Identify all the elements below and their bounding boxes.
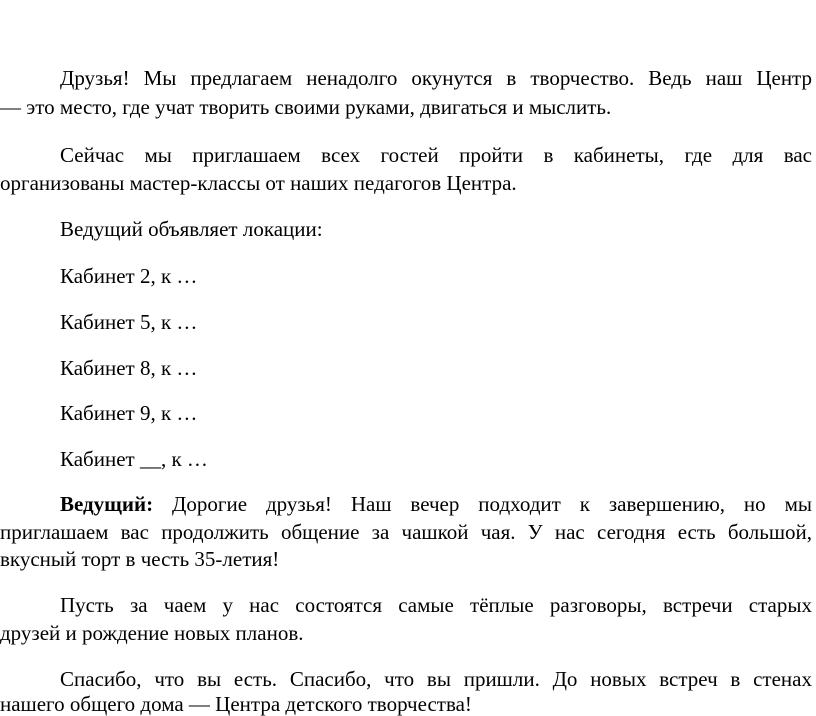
location-item: Кабинет 9, к … [60, 401, 198, 425]
location-item: Кабинет __, к … [60, 447, 208, 471]
paragraph-4-line-1-text: Дорогие друзья! Наш вечер подходит к завершению, но мы [172, 492, 812, 516]
location-item: Кабинет 2, к … [60, 264, 198, 288]
location-item: Кабинет 5, к … [60, 310, 198, 334]
paragraph-2-line-1: Сейчас мы приглашаем всех гостей пройти в кабинеты, где для вас [60, 143, 812, 167]
paragraph-4-line-1 [60, 492, 812, 516]
paragraph-3-line-1: Ведущий объявляет локации: [60, 217, 323, 241]
paragraph-6-line-1: Спасибо, что вы есть. Спасибо, что вы пришли. До новых встреч в стенах [60, 667, 812, 691]
paragraph-4-line-3: вкусный торт в честь 35-летия! [0, 547, 280, 571]
speaker-label: Ведущий: [60, 492, 154, 516]
paragraph-1-line-2: — это место, где учат творить своими руками, двигаться и мыслить. [0, 95, 612, 119]
paragraph-5-line-2: друзей и рождение новых планов. [0, 621, 304, 645]
paragraph-4-line-2: приглашаем вас продолжить общение за чашкой чая. У нас сегодня есть большой, [0, 520, 812, 544]
location-item: Кабинет 8, к … [60, 356, 198, 380]
paragraph-2-line-2: организованы мастер-классы от наших педагогов Центра. [0, 171, 517, 195]
paragraph-1-line-1: Друзья! Мы предлагаем ненадолго окунутся в творчество. Ведь наш Центр [60, 66, 812, 90]
paragraph-5-line-1: Пусть за чаем у нас состоятся самые тёплые разговоры, встречи старых [60, 593, 812, 617]
paragraph-6-line-2: нашего общего дома — Центра детского творчества! [0, 692, 472, 716]
